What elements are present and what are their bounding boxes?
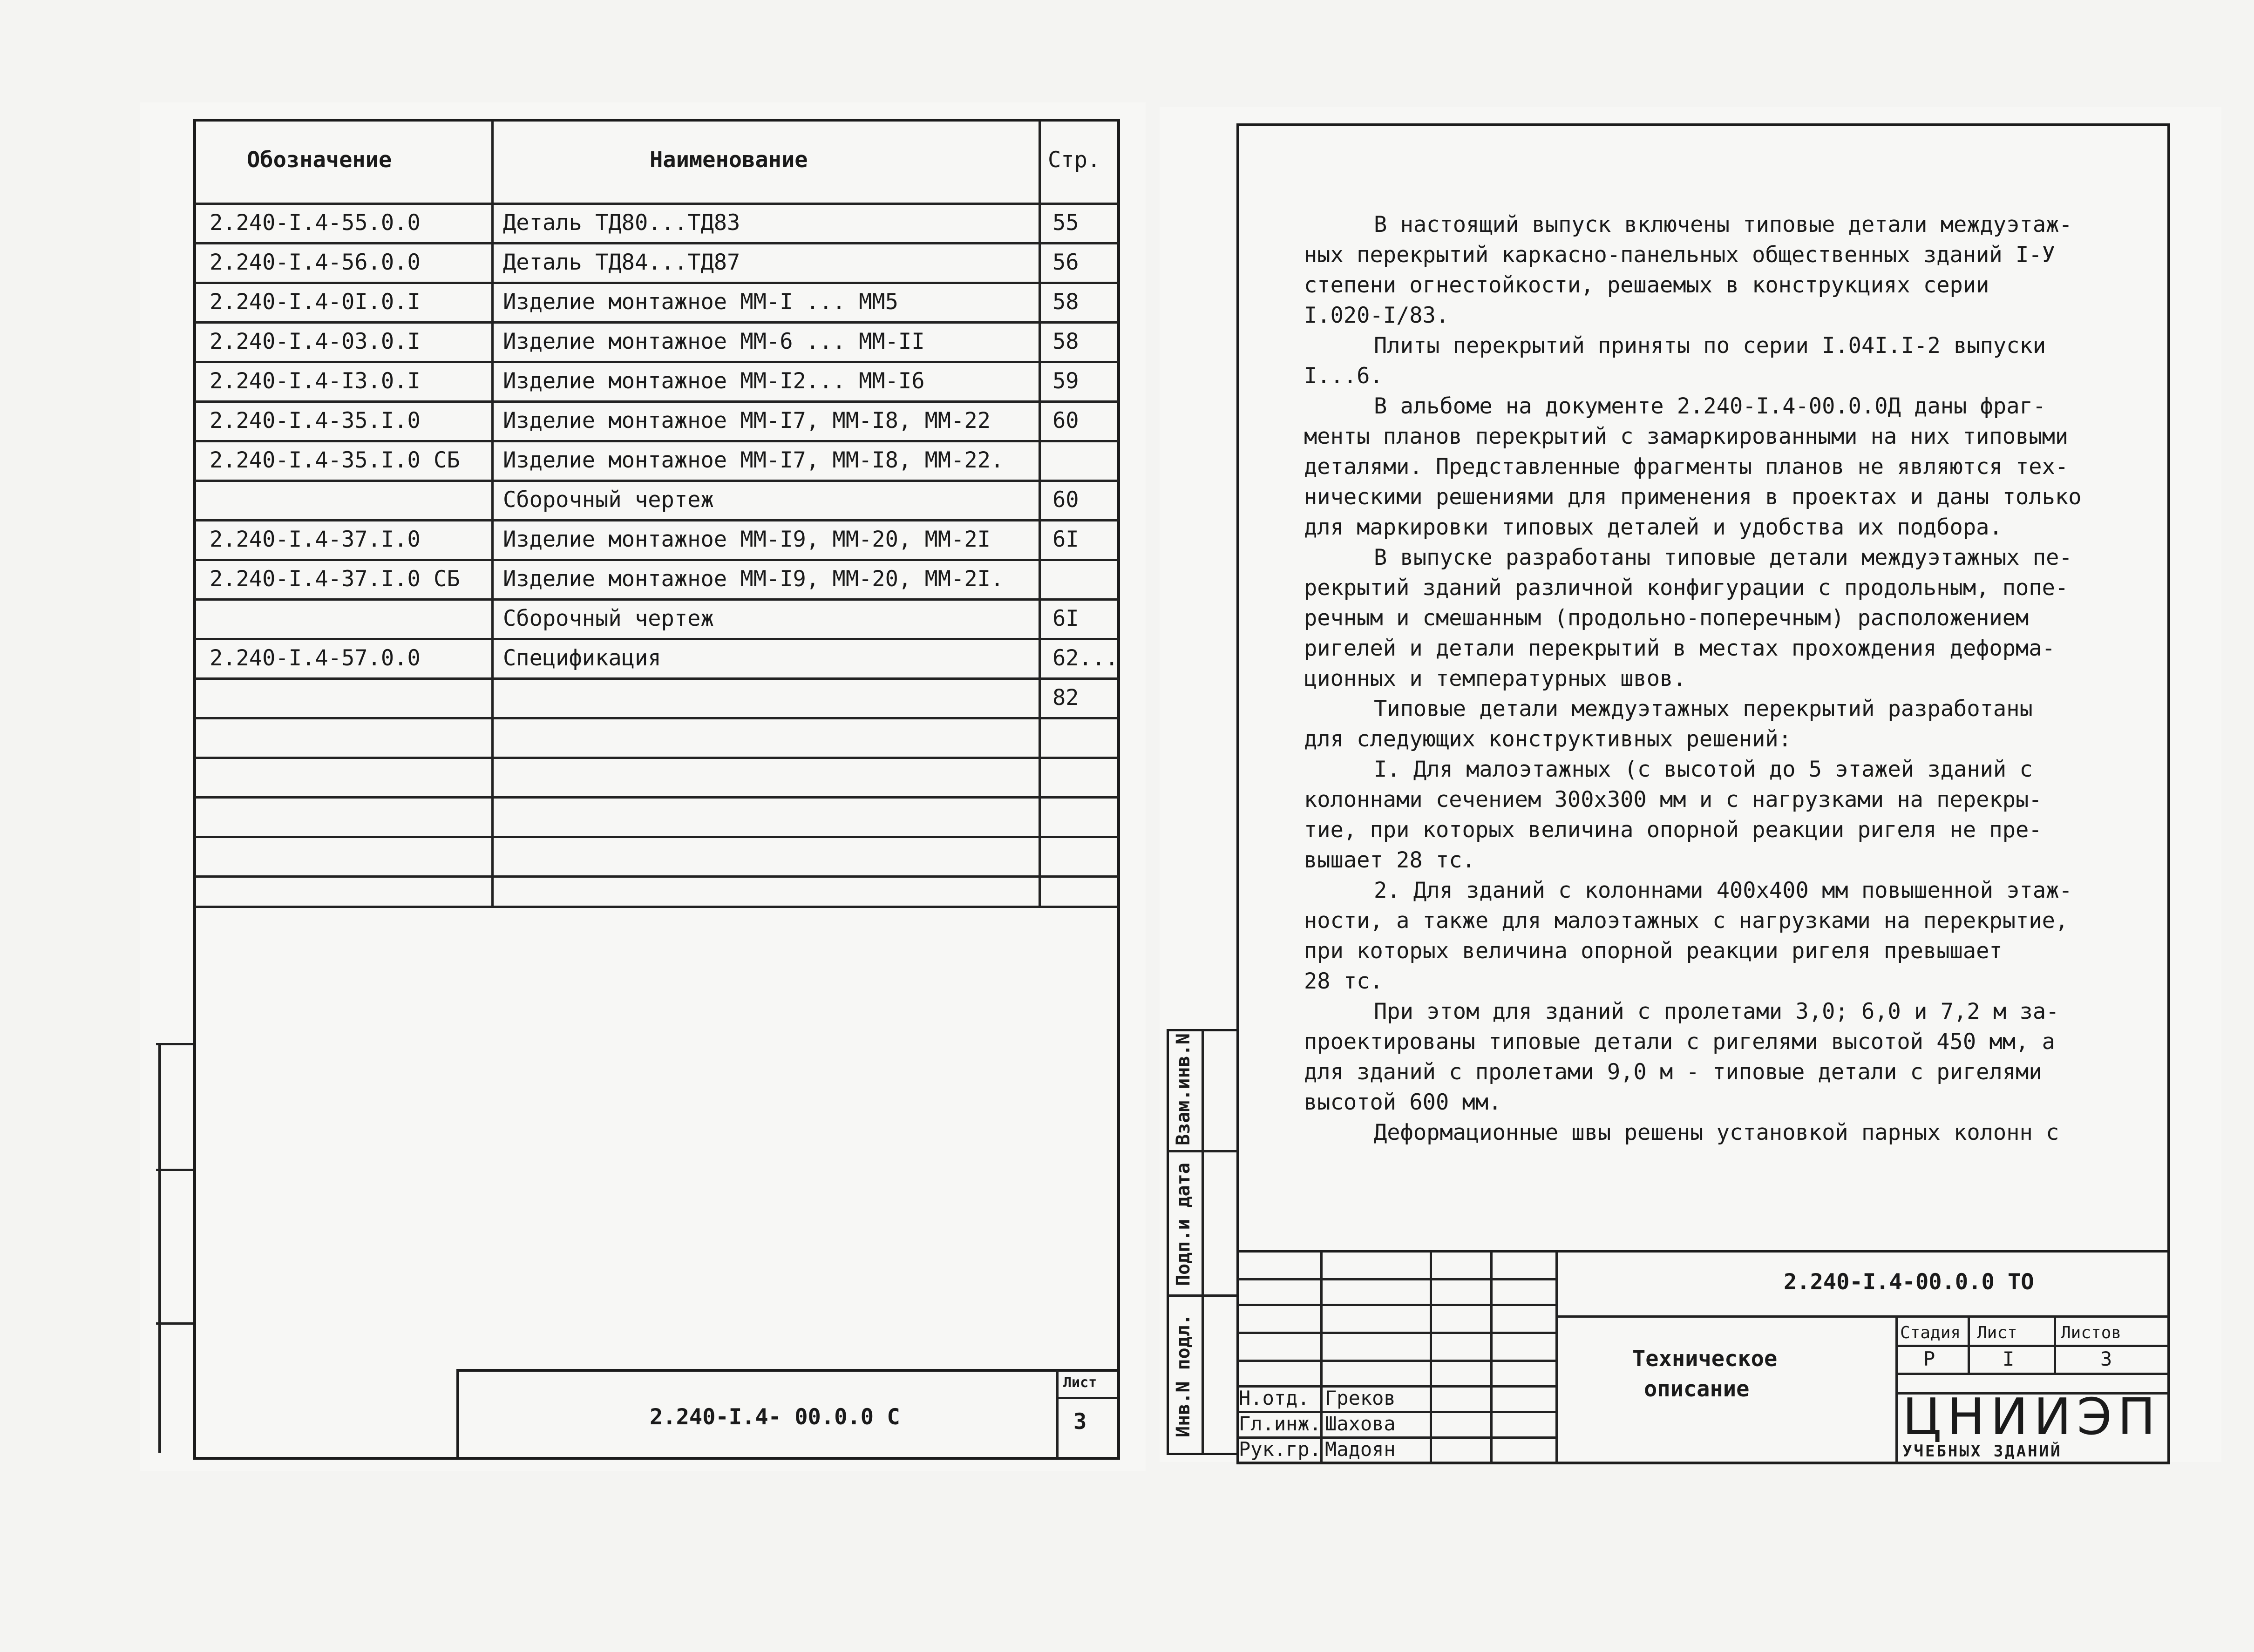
text-line: вышает 28 тс. — [1304, 847, 1475, 873]
left-stamp-sheet-no: 3 — [1073, 1409, 1087, 1435]
left-frame — [193, 119, 1120, 1460]
table-row-page: 6I — [1052, 527, 1079, 552]
table-row-page: 56 — [1052, 250, 1079, 275]
text-line: ническими решениями для применения в проектах и даны только — [1304, 484, 2082, 510]
text-line: для маркировки типовых деталей и удобства их подбора. — [1304, 515, 2003, 540]
sheet-label: Лист — [1977, 1323, 2017, 1342]
left-stamp-sheet-label: Лист — [1063, 1374, 1097, 1391]
text-line: В настоящий выпуск включены типовые детали междуэтаж- — [1374, 212, 2072, 237]
text-line: 28 тс. — [1304, 968, 1383, 994]
table-row-page: 82 — [1052, 685, 1079, 711]
side-label-sign-date: Подп.и дата — [1173, 1163, 1194, 1286]
text-line: Типовые детали междуэтажных перекрытий разработаны — [1374, 696, 2033, 722]
text-line: менты планов перекрытий с замаркированными на них типовыми — [1304, 424, 2069, 449]
text-line: колоннами сечением 300х300 мм и с нагрузками на перекры- — [1304, 787, 2042, 812]
text-line: проектированы типовые детали с ригелями высотой 450 мм, а — [1304, 1029, 2055, 1055]
table-row-page: 58 — [1052, 289, 1079, 315]
table-row-name: Спецификация — [503, 645, 661, 671]
text-line: Деформационные швы решены установкой парных колонн с — [1374, 1120, 2059, 1145]
table-row-page: 6I — [1052, 606, 1079, 631]
table-row-page: 60 — [1052, 487, 1079, 513]
table-row-page: 58 — [1052, 329, 1079, 354]
table-row-designation: 2.240-I.4-55.0.0 — [210, 210, 421, 236]
text-line: степени огнестойкости, решаемых в конструкциях серии — [1304, 272, 1989, 298]
text-line: В альбоме на документе 2.240-I.4-00.0.0Д даны фраг- — [1374, 393, 2046, 419]
table-row-name: Изделие монтажное ММ-I ... ММ5 — [503, 289, 898, 315]
table-row-designation: 2.240-I.4-0I.0.I — [210, 289, 421, 315]
text-line: При этом для зданий с пролетами 3,0; 6,0 и 7,2 м за- — [1374, 999, 2059, 1024]
text-line: ности, а также для малоэтажных с нагрузками на перекрытие, — [1304, 908, 2069, 934]
org-logo: ЦНИИЭП — [1902, 1388, 2161, 1446]
title-block-code: 2.240-I.4-00.0.0 ТО — [1784, 1269, 2034, 1295]
sheets-value: 3 — [2100, 1347, 2112, 1370]
table-row-page: 62... — [1052, 645, 1119, 671]
text-line: тие, при которых величина опорной реакции ригеля не пре- — [1304, 817, 2042, 843]
text-line: ционных и температурных швов. — [1304, 666, 1686, 691]
org-subtitle: УЧЕБНЫХ ЗДАНИЙ — [1902, 1442, 2062, 1461]
table-row-designation: 2.240-I.4-56.0.0 — [210, 250, 421, 275]
table-row-designation: 2.240-I.4-I3.0.I — [210, 368, 421, 394]
text-line: ных перекрытий каркасно-панельных общественных зданий I-У — [1304, 242, 2055, 268]
sheets-label: Листов — [2061, 1323, 2122, 1342]
description-text — [1304, 210, 2086, 1148]
signature-name: Мадоян — [1325, 1438, 1396, 1461]
table-row-name: Изделие монтажное ММ-6 ... ММ-II — [503, 329, 925, 354]
text-line: деталями. Представленные фрагменты планов не являются тех- — [1304, 454, 2069, 480]
text-line: речным и смешанным (продольно-поперечным) расположением — [1304, 605, 2029, 631]
text-line: I. Для малоэтажных (с высотой до 5 этажей зданий с — [1374, 757, 2033, 782]
text-line: Плиты перекрытий приняты по серии I.04I.I-2 выпуски — [1374, 333, 2046, 359]
table-row-name: Сборочный чертеж — [503, 487, 714, 513]
table-row-designation: 2.240-I.4-37.I.0 — [210, 527, 421, 552]
signature-name: Греков — [1325, 1387, 1396, 1409]
sheet-value: I — [2003, 1347, 2015, 1370]
table-row-designation: 2.240-I.4-37.I.0 СБ — [210, 566, 460, 592]
table-row-designation: 2.240-I.4-35.I.0 — [210, 408, 421, 433]
header-name: Наименование — [650, 147, 808, 173]
text-line: рекрытий зданий различной конфигурации с продольным, попе- — [1304, 575, 2069, 601]
table-row-page: 59 — [1052, 368, 1079, 394]
table-row-designation: 2.240-I.4-03.0.I — [210, 329, 421, 354]
signature-name: Шахова — [1325, 1412, 1396, 1435]
text-line: для зданий с пролетами 9,0 м - типовые детали с ригелями — [1304, 1059, 2042, 1085]
left-sheet — [140, 102, 1146, 1471]
text-line: В выпуске разработаны типовые детали междуэтажных пе- — [1374, 545, 2072, 570]
text-line: I...6. — [1304, 363, 1383, 389]
side-label-replace-inv: Взам.инв.N — [1173, 1033, 1194, 1145]
header-designation: Обозначение — [247, 147, 392, 173]
left-stamp-code: 2.240-I.4- 00.0.0 С — [650, 1404, 900, 1430]
text-line: при которых величина опорной реакции ригеля превышает — [1304, 938, 2003, 964]
table-row-name: Изделие монтажное ММ-I7, ММ-I8, ММ-22. — [503, 447, 1004, 473]
table-row-name: Деталь ТД84...ТД87 — [503, 250, 740, 275]
table-row-name: Изделие монтажное ММ-I2... ММ-I6 — [503, 368, 925, 394]
stage-label: Стадия — [1900, 1323, 1961, 1342]
table-row-name: Изделие монтажное ММ-I9, ММ-20, ММ-2I — [503, 527, 991, 552]
table-row-page: 55 — [1052, 210, 1079, 236]
table-row-designation: 2.240-I.4-35.I.0 СБ — [210, 447, 460, 473]
table-row-page: 60 — [1052, 408, 1079, 433]
table-row-name: Деталь ТД80...ТД83 — [503, 210, 740, 236]
table-row-designation: 2.240-I.4-57.0.0 — [210, 645, 421, 671]
signature-role: Гл.инж. — [1239, 1412, 1322, 1435]
signature-role: Рук.гр. — [1239, 1438, 1322, 1461]
table-row-name: Сборочный чертеж — [503, 606, 714, 631]
side-label-inv-no: Инв.N подл. — [1173, 1314, 1194, 1438]
text-line: высотой 600 мм. — [1304, 1090, 1502, 1115]
text-line: I.020-I/83. — [1304, 303, 1449, 328]
stage-value: Р — [1923, 1347, 1935, 1370]
signature-role: Н.отд. — [1239, 1387, 1310, 1409]
text-line: ригелей и детали перекрытий в местах прохождения деформа- — [1304, 636, 2055, 661]
text-line: 2. Для зданий с колоннами 400х400 мм повышенной этаж- — [1374, 878, 2072, 903]
text-line: для следующих конструктивных решений: — [1304, 726, 1792, 752]
table-row-name: Изделие монтажное ММ-I7, ММ-I8, ММ-22 — [503, 408, 991, 433]
doc-title-line: Техническое — [1632, 1346, 1778, 1372]
header-page: Стр. — [1048, 147, 1101, 173]
table-row-name: Изделие монтажное ММ-I9, ММ-20, ММ-2I. — [503, 566, 1004, 592]
doc-title-line: описание — [1644, 1376, 1750, 1402]
